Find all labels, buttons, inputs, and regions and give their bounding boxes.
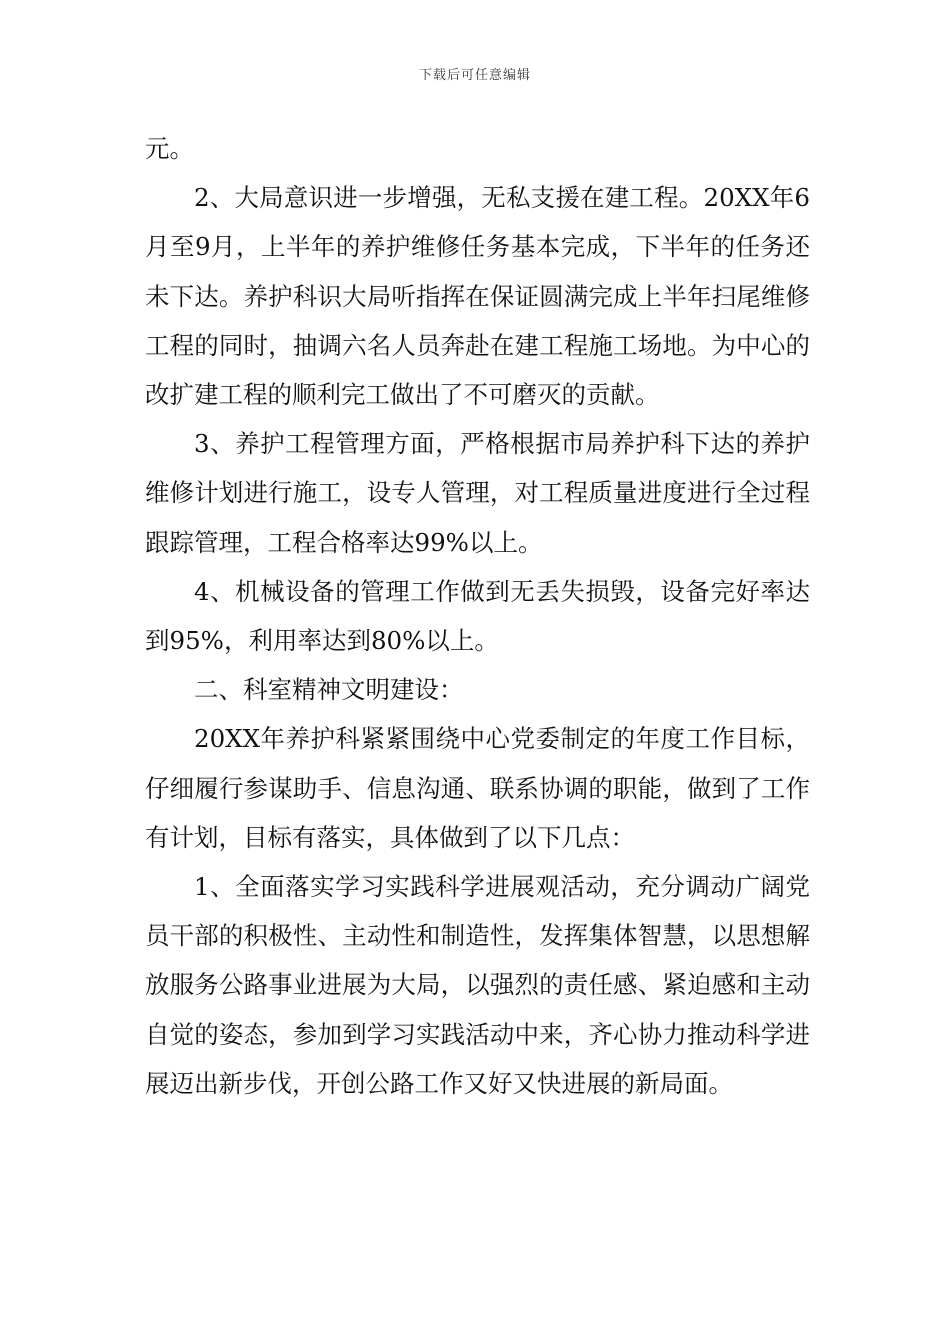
document-body xyxy=(145,124,810,1108)
paragraph-section-intro: 20XX年养护科紧紧围绕中心党委制定的年度工作目标，仔细履行参谋助手、信息沟通、联系协调的职能，做到了工作有计划，目标有落实，具体做到了以下几点： xyxy=(145,724,810,852)
page-header: 下载后可任意编辑 xyxy=(418,68,531,83)
section-heading-2: 二、科室精神文明建设： xyxy=(194,675,464,705)
paragraph-point-1: 1、全面落实学习实践科学进展观活动，充分调动广阔党员干部的积极性、主动性和制造性，发挥集体智慧，以思想解放服务公路事业进展为大局，以强烈的责任感、紧迫感和主动自觉的姿态，参加到学习实践活动中来，齐心协力推动科学进展迈出新步伐，开创公路工作又好又快进展的新局面。 xyxy=(145,872,810,1098)
paragraph-continuation: 元。 xyxy=(145,134,194,163)
paragraph-item-4: 4、机械设备的管理工作做到无丢失损毁，设备完好率达到95%，利用率达到80%以上。 xyxy=(145,576,810,656)
paragraph-item-2: 2、大局意识进一步增强，无私支援在建工程。20XX年6月至9月，上半年的养护维修任务基本完成，下半年的任务还未下达。养护科识大局听指挥在保证圆满完成上半年扫尾维修工程的同时，抽调六名人员奔赴在建工程施工场地。为中心的改扩建工程的顺利完工做出了不可磨灭的贡献。 xyxy=(145,183,810,410)
paragraph-item-3: 3、养护工程管理方面，严格根据市局养护科下达的养护维修计划进行施工，设专人管理，对工程质量进度进行全过程跟踪管理，工程合格率达99%以上。 xyxy=(145,429,810,557)
